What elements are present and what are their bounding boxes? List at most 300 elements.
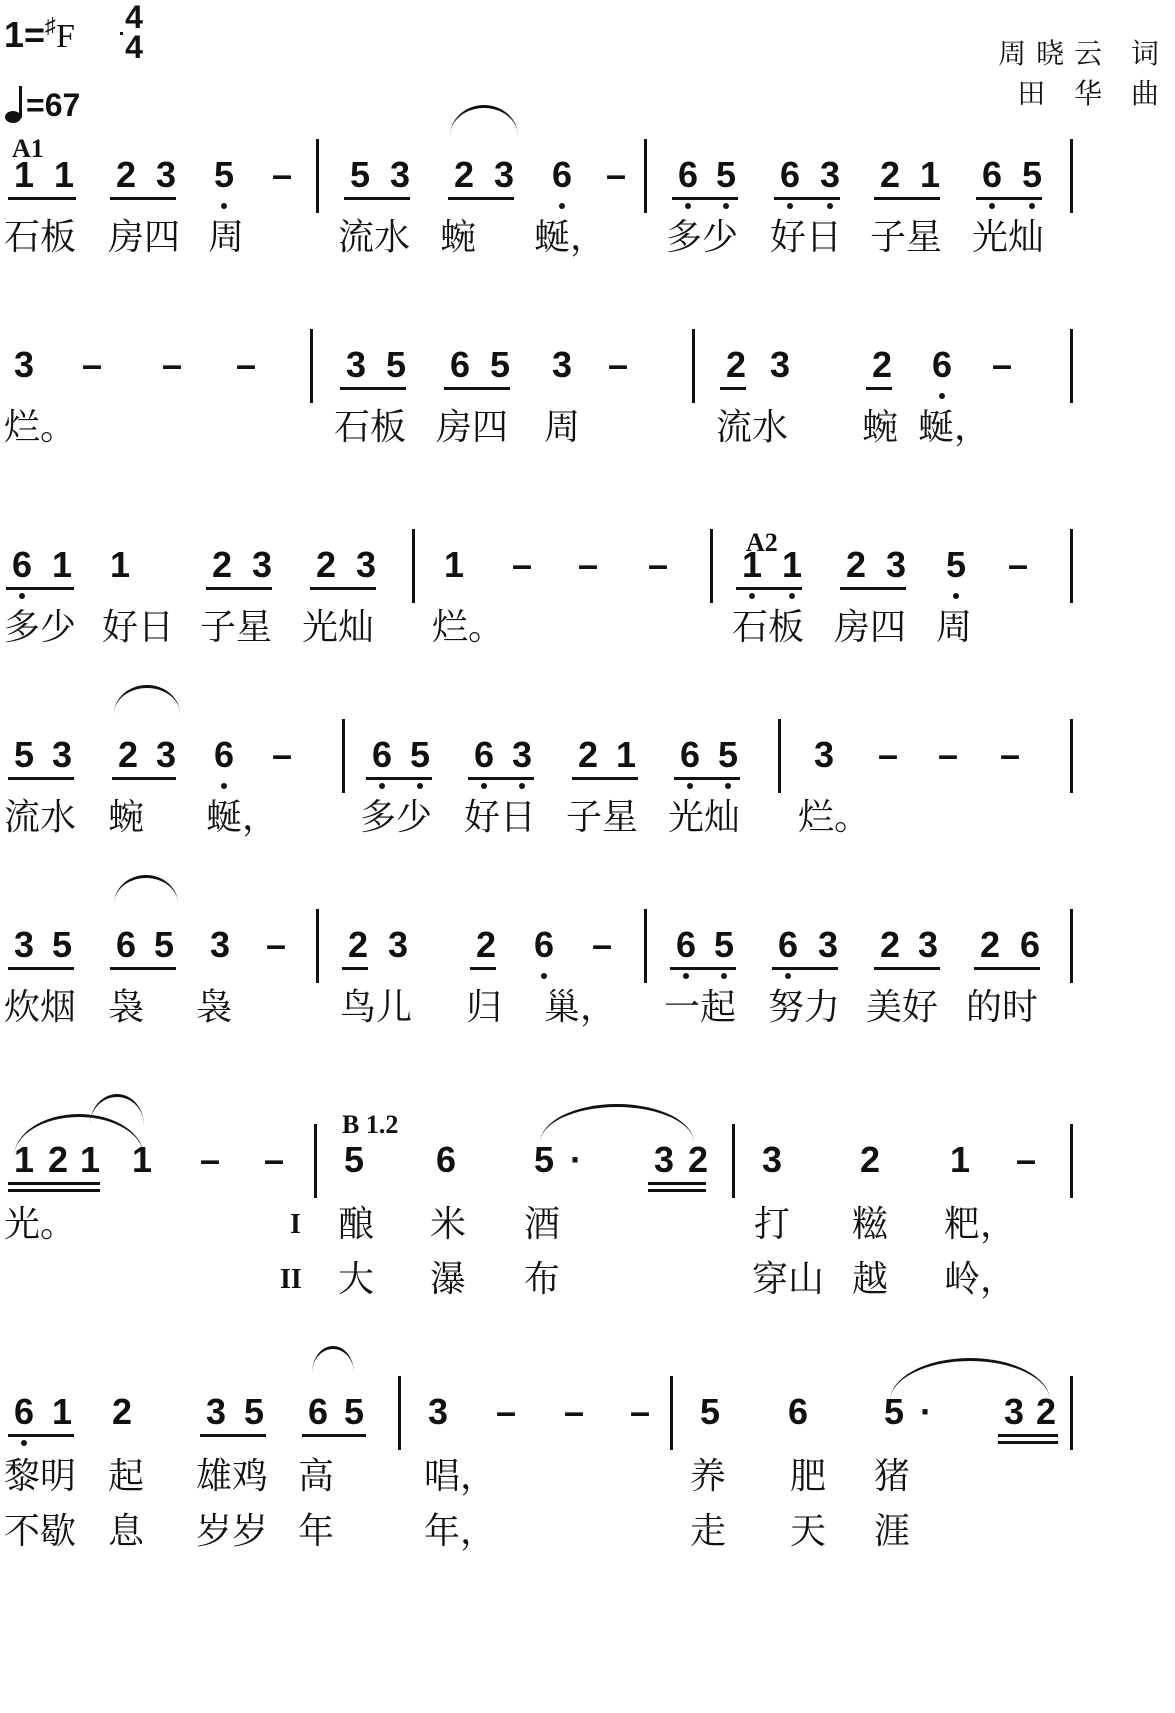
underline-beam xyxy=(6,587,74,590)
note: 6 xyxy=(470,735,498,775)
lyric-syllable: 一起 xyxy=(664,987,737,1028)
lyric-syllable-verse2: 息 xyxy=(108,1511,145,1552)
note: 3 xyxy=(251,544,273,585)
note: – xyxy=(591,924,613,965)
note: 1 xyxy=(615,734,637,775)
lyric-syllable: 炊烟 xyxy=(4,987,77,1028)
lyric-syllable-verse2: 穿山 xyxy=(752,1259,825,1300)
lyric-syllable: 烂。 xyxy=(798,797,871,838)
underline-beam xyxy=(974,967,1040,970)
lyric-syllable: 流水 xyxy=(338,217,411,258)
lyric-syllable: 的时 xyxy=(966,987,1039,1028)
lyric-syllable: 蜒， xyxy=(534,217,607,258)
lyric-syllable-verse2: 不歇 xyxy=(4,1511,77,1552)
lyric-syllable: 蜿 xyxy=(862,407,899,448)
underline-beam xyxy=(110,967,176,970)
slur-arc xyxy=(114,685,180,714)
note: 5 xyxy=(699,1391,721,1432)
note: – xyxy=(495,1391,517,1432)
note: 2 xyxy=(725,344,747,385)
barline xyxy=(316,139,319,213)
note: 2 xyxy=(453,154,475,195)
lower-octave-dot xyxy=(417,783,423,789)
note: 1 xyxy=(919,154,941,195)
barline xyxy=(310,329,313,403)
lyric-syllable: 房四 xyxy=(834,607,907,648)
note: 2 xyxy=(347,924,369,965)
underline-beam xyxy=(8,1434,74,1437)
slur-arc xyxy=(312,1346,354,1373)
underline-beam xyxy=(720,387,746,390)
slur-arc xyxy=(890,1358,1050,1401)
note: 3 xyxy=(817,924,839,965)
note: 3 xyxy=(816,155,844,195)
lyric-syllable: 糍 xyxy=(852,1204,889,1245)
note: 1 xyxy=(738,545,766,585)
note: 5 xyxy=(385,344,407,385)
note: – xyxy=(1015,1139,1037,1180)
lower-octave-dot xyxy=(685,203,691,209)
note: 6 xyxy=(10,1392,38,1432)
note: – xyxy=(937,734,959,775)
note: – xyxy=(999,734,1021,775)
lower-octave-dot xyxy=(519,783,525,789)
lyric-syllable: 子星 xyxy=(870,217,943,258)
underline-beam xyxy=(110,197,176,200)
note: – xyxy=(271,734,293,775)
note: 3 xyxy=(761,1139,783,1180)
note: 6 xyxy=(530,925,558,965)
lower-octave-dot xyxy=(787,203,793,209)
slur-arc xyxy=(450,105,518,136)
lyric-syllable: 蜿 xyxy=(440,217,477,258)
underline-beam xyxy=(8,197,76,200)
lyric-syllable-verse2: 布 xyxy=(524,1259,561,1300)
lower-octave-dot xyxy=(785,973,791,979)
note: 1 xyxy=(79,1139,101,1180)
barline xyxy=(412,529,415,603)
note: 1 xyxy=(51,1391,73,1432)
underline-beam xyxy=(672,197,738,200)
note: 2 xyxy=(115,154,137,195)
note: 5 xyxy=(710,925,738,965)
verse-number: I xyxy=(290,1209,301,1240)
note: 2 xyxy=(47,1139,69,1180)
barline xyxy=(314,1124,317,1198)
note: 2 xyxy=(871,344,893,385)
note: 3 xyxy=(551,344,573,385)
note: – xyxy=(271,154,293,195)
section-mark-a1: A1 xyxy=(12,134,44,163)
lyric-syllable-verse2: 岭， xyxy=(944,1259,1017,1300)
lyric-syllable: 周 xyxy=(544,407,581,448)
composer-credit: 田 华 曲 xyxy=(1017,77,1169,110)
underline-beam xyxy=(8,777,74,780)
double-underline-beam xyxy=(998,1441,1058,1444)
barline xyxy=(692,329,695,403)
barline xyxy=(778,719,781,793)
underline-beam xyxy=(736,587,802,590)
note: 6 xyxy=(210,735,238,775)
underline-beam xyxy=(774,197,840,200)
lyric-syllable: 养 xyxy=(690,1456,727,1497)
note: 3 xyxy=(389,154,411,195)
note: 6 xyxy=(435,1139,457,1180)
lyric-syllable-verse2: 年 xyxy=(298,1511,335,1552)
note: 5 xyxy=(1018,155,1046,195)
section-mark-b12: B 1.2 xyxy=(342,1110,399,1139)
lyric-syllable: 多少 xyxy=(666,217,739,258)
lower-octave-dot xyxy=(749,593,755,599)
lower-octave-dot xyxy=(939,393,945,399)
note: 3 xyxy=(769,344,791,385)
lyric-syllable: 鸟儿 xyxy=(340,987,413,1028)
underline-beam xyxy=(302,1434,366,1437)
lyric-syllable: 高 xyxy=(298,1456,335,1497)
note: – xyxy=(81,344,103,385)
barline xyxy=(316,909,319,983)
note: 1 xyxy=(13,1139,35,1180)
underline-beam xyxy=(998,1434,1058,1437)
underline-beam xyxy=(8,1182,100,1185)
verse-number: II xyxy=(280,1264,302,1295)
lower-octave-dot xyxy=(481,783,487,789)
lyric-syllable: 米 xyxy=(430,1204,467,1245)
note: 2 xyxy=(879,924,901,965)
barline xyxy=(1070,1124,1073,1198)
slur-arc xyxy=(90,1094,144,1125)
lyric-syllable: 子星 xyxy=(566,797,639,838)
barline xyxy=(670,1376,673,1450)
note: 2 xyxy=(879,154,901,195)
underline-beam xyxy=(112,777,176,780)
lyric-syllable-verse2: 越 xyxy=(852,1259,889,1300)
underline-beam xyxy=(976,197,1042,200)
lower-octave-dot xyxy=(725,783,731,789)
lyric-syllable: 打 xyxy=(754,1204,791,1245)
note: 6 xyxy=(307,1391,329,1432)
slur-arc xyxy=(114,875,178,904)
note: 5 xyxy=(714,735,742,775)
section-mark-a2: A2 xyxy=(746,528,778,557)
note: 6 xyxy=(672,925,700,965)
note: – xyxy=(877,734,899,775)
barline xyxy=(1070,529,1073,603)
note: 6 xyxy=(548,155,576,195)
note: 3 xyxy=(493,154,515,195)
note: 3 xyxy=(653,1139,675,1180)
note: 1 xyxy=(443,544,465,585)
note: – xyxy=(263,1139,285,1180)
lyric-syllable: 蜒， xyxy=(206,797,279,838)
note: 2 xyxy=(475,924,497,965)
note: 3 xyxy=(209,924,231,965)
note: 2 xyxy=(577,734,599,775)
lower-octave-dot xyxy=(989,203,995,209)
lower-octave-dot xyxy=(221,203,227,209)
underline-beam xyxy=(444,387,510,390)
lyric-syllable-verse2: 岁岁 xyxy=(196,1511,269,1552)
lyric-syllable: 周 xyxy=(208,217,245,258)
underline-beam xyxy=(772,967,838,970)
note: 3 xyxy=(155,154,177,195)
note: 5 xyxy=(489,344,511,385)
barline xyxy=(644,139,647,213)
lyric-syllable: 努力 xyxy=(768,987,841,1028)
note: 5 xyxy=(243,1391,265,1432)
note: 3 xyxy=(917,924,939,965)
double-underline-beam xyxy=(648,1189,706,1192)
note: 5 xyxy=(406,735,434,775)
note: 2 xyxy=(211,544,233,585)
lyric-syllable: 周 xyxy=(936,607,973,648)
note: 6 xyxy=(776,155,804,195)
note: 1 xyxy=(949,1139,971,1180)
underline-beam xyxy=(366,777,432,780)
note: – xyxy=(563,1391,585,1432)
note: 2 xyxy=(117,734,139,775)
note: 3 xyxy=(13,344,35,385)
lyric-syllable: 多少 xyxy=(4,607,77,648)
note: 6 xyxy=(978,155,1006,195)
lyric-syllable-verse2: 走 xyxy=(690,1511,727,1552)
note: 3 xyxy=(1003,1391,1025,1432)
barline xyxy=(1070,719,1073,793)
note: 3 xyxy=(885,544,907,585)
underline-beam xyxy=(470,967,496,970)
lower-octave-dot xyxy=(221,783,227,789)
quarter-note-icon xyxy=(4,84,26,124)
note: 3 xyxy=(508,735,536,775)
lyric-syllable: 石板 xyxy=(334,407,407,448)
slur-arc xyxy=(540,1104,694,1143)
lyric-syllable: 好日 xyxy=(770,217,843,258)
note: · xyxy=(920,1391,932,1432)
note: – xyxy=(265,924,287,965)
underline-beam xyxy=(8,967,74,970)
note: 2 xyxy=(845,544,867,585)
lyric-syllable: 光灿 xyxy=(972,217,1045,258)
note: 3 xyxy=(813,734,835,775)
time-signature xyxy=(118,0,150,65)
note: 2 xyxy=(687,1139,709,1180)
lyric-syllable-verse2: 大 xyxy=(338,1259,375,1300)
note: – xyxy=(235,344,257,385)
note: 6 xyxy=(674,155,702,195)
lyric-syllable: 美好 xyxy=(866,987,939,1028)
note: 3 xyxy=(13,924,35,965)
note: – xyxy=(1007,544,1029,585)
note: – xyxy=(605,154,627,195)
note: – xyxy=(607,344,629,385)
double-underline-beam xyxy=(8,1189,100,1192)
lower-octave-dot xyxy=(721,973,727,979)
lyric-syllable-verse2: 瀑 xyxy=(430,1259,467,1300)
lower-octave-dot xyxy=(789,593,795,599)
lower-octave-dot xyxy=(827,203,833,209)
time-denominator: 4 xyxy=(125,29,143,65)
barline xyxy=(644,909,647,983)
note: 2 xyxy=(979,924,1001,965)
lower-octave-dot xyxy=(21,1440,27,1446)
note: 3 xyxy=(205,1391,227,1432)
time-numerator: 4 xyxy=(125,0,143,35)
lyric-syllable: 光灿 xyxy=(302,607,375,648)
note: 1 xyxy=(53,154,75,195)
note: – xyxy=(511,544,533,585)
note: 6 xyxy=(928,345,956,385)
underline-beam xyxy=(840,587,906,590)
note: 5 xyxy=(210,155,238,195)
underline-beam xyxy=(874,197,940,200)
underline-beam xyxy=(572,777,638,780)
underline-beam xyxy=(670,967,736,970)
note: 1 xyxy=(51,544,73,585)
barline xyxy=(732,1124,735,1198)
note: 5 xyxy=(343,1139,365,1180)
note: 6 xyxy=(368,735,396,775)
lower-octave-dot xyxy=(953,593,959,599)
lyric-syllable-verse2: 年， xyxy=(424,1511,497,1552)
note: 6 xyxy=(449,344,471,385)
key-letter: F xyxy=(56,18,75,55)
note: 2 xyxy=(1035,1391,1057,1432)
lyric-syllable: 子星 xyxy=(200,607,273,648)
lyric-syllable: 房四 xyxy=(436,407,509,448)
lyric-syllable: 烂。 xyxy=(432,607,505,648)
note: 5 xyxy=(533,1139,555,1180)
lyric-syllable: 好日 xyxy=(102,607,175,648)
lyric-syllable: 酒 xyxy=(524,1204,561,1245)
note: 6 xyxy=(8,545,36,585)
lyric-syllable: 袅 xyxy=(196,987,233,1028)
underline-beam xyxy=(874,967,940,970)
note: 5 xyxy=(942,545,970,585)
lyric-syllable: 唱， xyxy=(424,1456,497,1497)
note: 5 xyxy=(153,924,175,965)
note: 6 xyxy=(787,1391,809,1432)
lower-octave-dot xyxy=(559,203,565,209)
note: 3 xyxy=(427,1391,449,1432)
sharp-symbol: ♯ xyxy=(45,13,57,38)
lower-octave-dot xyxy=(379,783,385,789)
note: 2 xyxy=(315,544,337,585)
lyric-syllable: 石板 xyxy=(4,217,77,258)
lower-octave-dot xyxy=(723,203,729,209)
key-signature: 1=♯F xyxy=(4,13,75,55)
barline xyxy=(1070,909,1073,983)
note: 1 xyxy=(13,154,35,195)
underline-beam xyxy=(310,587,376,590)
lyric-syllable: 酿 xyxy=(338,1204,375,1245)
lower-octave-dot xyxy=(1029,203,1035,209)
lyric-syllable: 流水 xyxy=(4,797,77,838)
lower-octave-dot xyxy=(541,973,547,979)
note: 2 xyxy=(859,1139,881,1180)
lyric-syllable: 蜒， xyxy=(918,407,991,448)
lower-octave-dot xyxy=(683,973,689,979)
lyric-syllable: 石板 xyxy=(732,607,805,648)
note: 1 xyxy=(131,1139,153,1180)
barline xyxy=(1070,1376,1073,1450)
note: 5 xyxy=(343,1391,365,1432)
note: – xyxy=(577,544,599,585)
lyric-syllable: 巢， xyxy=(544,987,617,1028)
barline xyxy=(710,529,713,603)
tempo-marking: =67 xyxy=(4,84,80,124)
barline xyxy=(1070,139,1073,213)
lyricist-credit: 周晓云 词 xyxy=(998,37,1169,70)
note: – xyxy=(629,1391,651,1432)
underline-beam xyxy=(206,587,272,590)
underline-beam xyxy=(648,1182,706,1185)
lyric-syllable-verse2: 涯 xyxy=(874,1511,911,1552)
lyric-syllable: 肥 xyxy=(790,1456,827,1497)
lyric-syllable: 流水 xyxy=(716,407,789,448)
barline xyxy=(1070,329,1073,403)
underline-beam xyxy=(468,777,534,780)
underline-beam xyxy=(340,387,406,390)
lyric-syllable: 归 xyxy=(466,987,503,1028)
barline xyxy=(398,1376,401,1450)
lyric-syllable: 蜿 xyxy=(108,797,145,838)
lyric-syllable: 好日 xyxy=(464,797,537,838)
note: 5 xyxy=(13,734,35,775)
note: 3 xyxy=(345,344,367,385)
note: 3 xyxy=(355,544,377,585)
note: 6 xyxy=(115,924,137,965)
underline-beam xyxy=(342,967,368,970)
note: – xyxy=(647,544,669,585)
note: · xyxy=(570,1139,582,1180)
note: 1 xyxy=(109,544,131,585)
barline xyxy=(342,719,345,793)
lyric-syllable: 烂。 xyxy=(4,407,77,448)
note: 6 xyxy=(676,735,704,775)
note: 2 xyxy=(111,1391,133,1432)
note: 5 xyxy=(712,155,740,195)
note: – xyxy=(161,344,183,385)
note: 5 xyxy=(349,154,371,195)
lyric-syllable: 粑， xyxy=(944,1204,1017,1245)
note: 1 xyxy=(778,545,806,585)
lyric-syllable: 光灿 xyxy=(668,797,741,838)
note: – xyxy=(991,344,1013,385)
note: 3 xyxy=(155,734,177,775)
lyric-syllable: 袅 xyxy=(108,987,145,1028)
underline-beam xyxy=(448,197,514,200)
lyric-syllable: 起 xyxy=(108,1456,145,1497)
lower-octave-dot xyxy=(687,783,693,789)
lyric-syllable: 房四 xyxy=(108,217,181,258)
lyric-syllable: 猪 xyxy=(874,1456,911,1497)
note: 5 xyxy=(883,1391,905,1432)
note: – xyxy=(199,1139,221,1180)
lower-octave-dot xyxy=(19,593,25,599)
lyric-syllable: 多少 xyxy=(360,797,433,838)
note: 3 xyxy=(387,924,409,965)
lyric-syllable: 黎明 xyxy=(4,1456,77,1497)
lyric-syllable-verse2: 天 xyxy=(790,1511,827,1552)
underline-beam xyxy=(674,777,740,780)
underline-beam xyxy=(344,197,410,200)
note: 3 xyxy=(51,734,73,775)
lyric-syllable: 光。 xyxy=(4,1204,77,1245)
underline-beam xyxy=(200,1434,266,1437)
note: 6 xyxy=(774,925,802,965)
note: 5 xyxy=(51,924,73,965)
note: 6 xyxy=(1019,924,1041,965)
